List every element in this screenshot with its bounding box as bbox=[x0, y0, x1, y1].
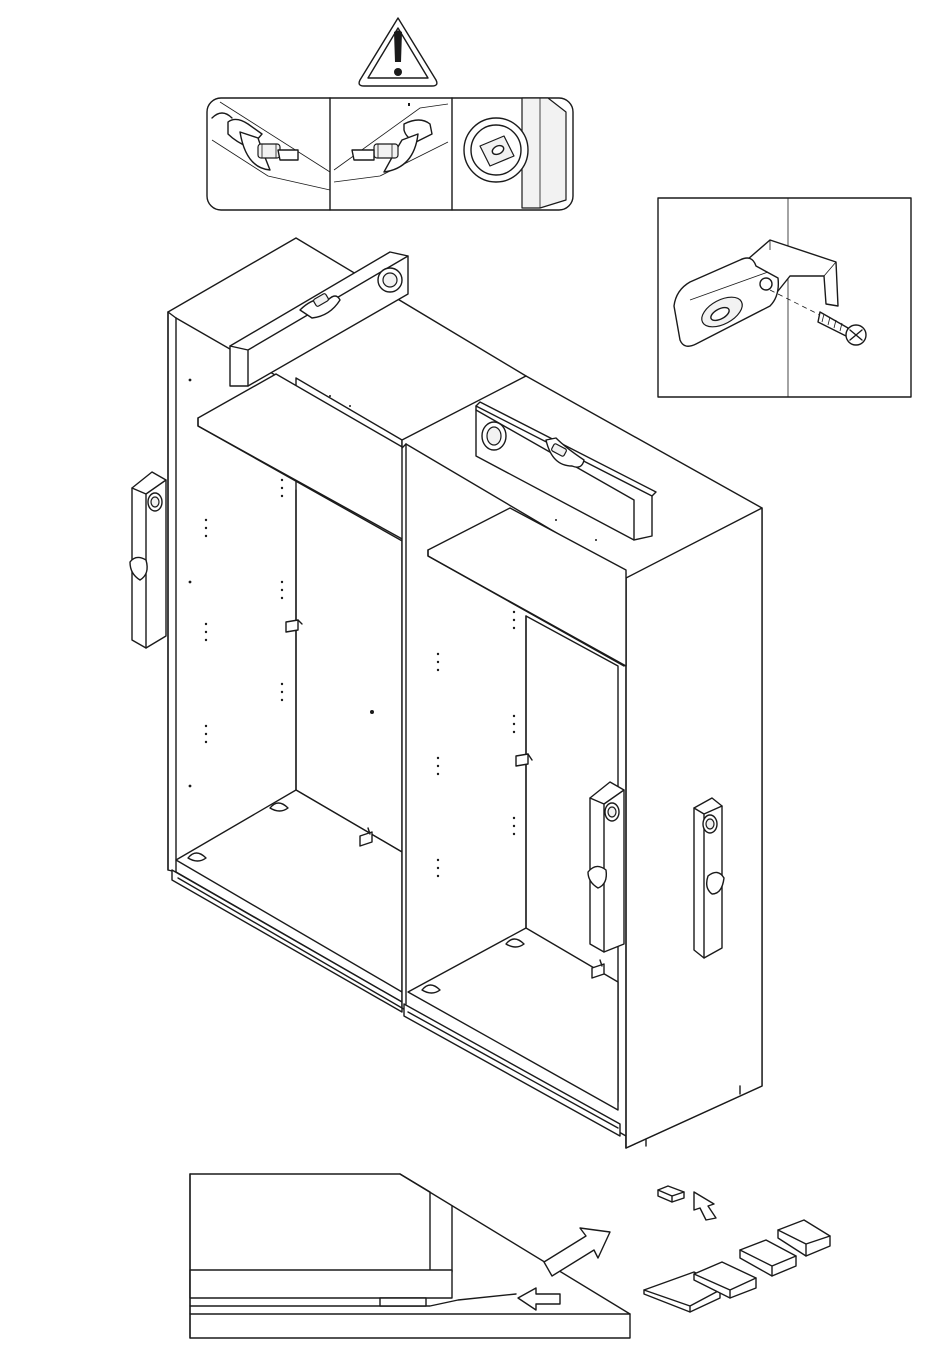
screw-detail-box bbox=[658, 198, 911, 397]
warning-triangle-icon bbox=[359, 18, 437, 86]
shim-wedge-icon bbox=[644, 1186, 830, 1312]
floor-rail-detail bbox=[190, 1174, 630, 1338]
level-detail-strip bbox=[207, 98, 573, 210]
